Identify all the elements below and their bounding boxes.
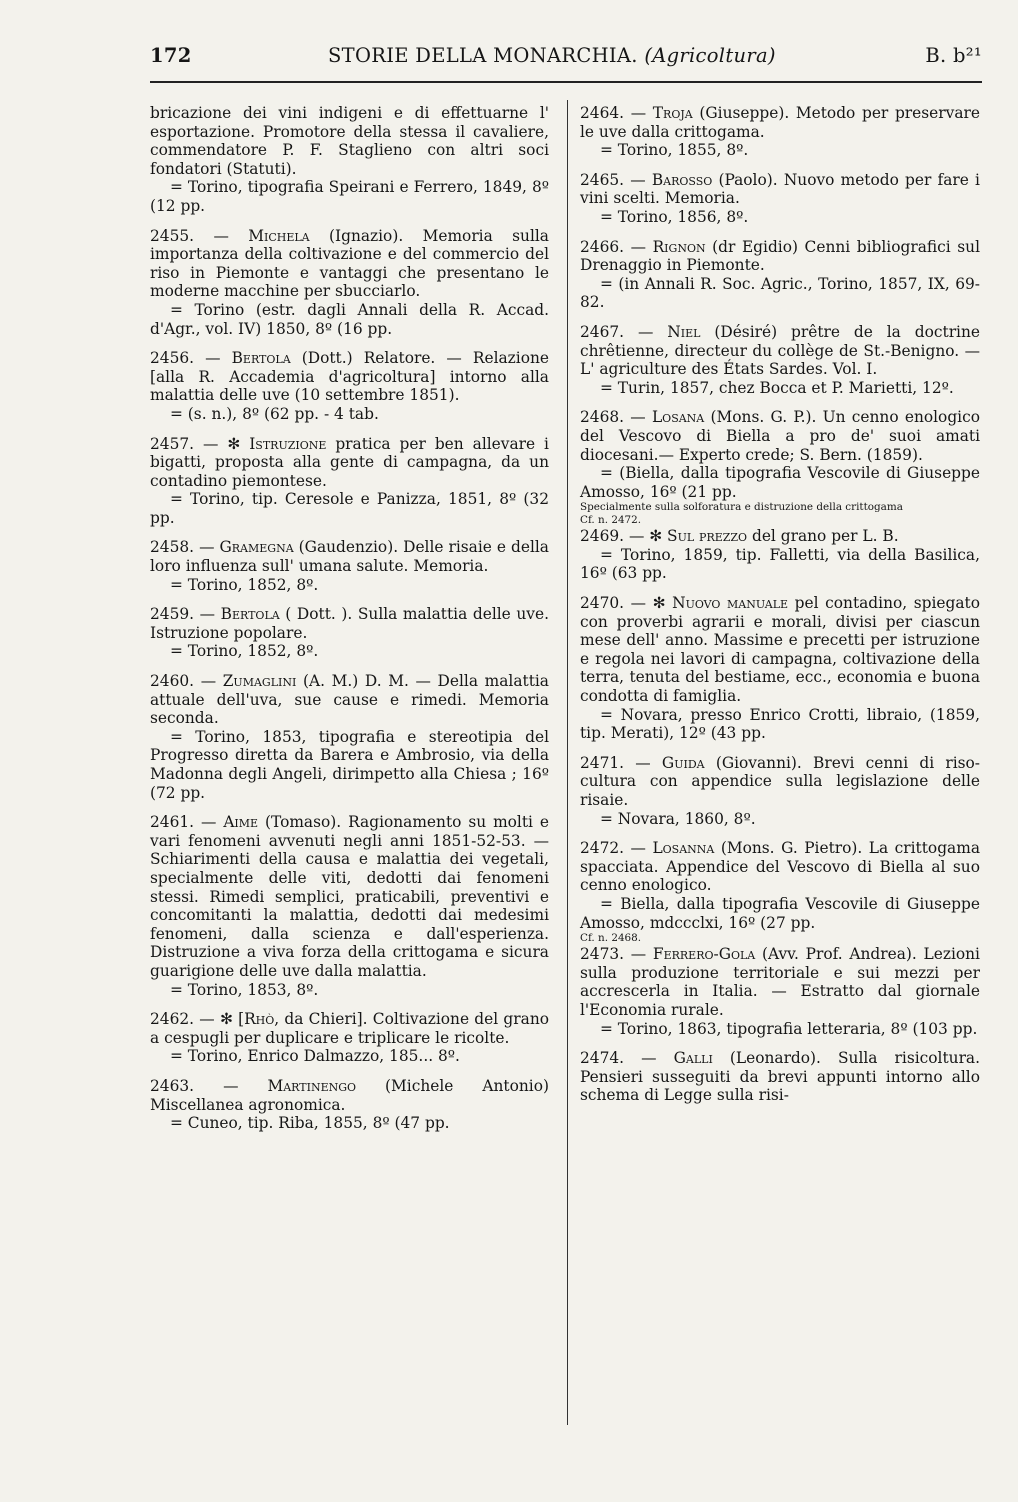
entry-description: , da Chieri]. Coltivazione del grano a cespugli per duplicare e triplicare le ricolte. xyxy=(150,1010,549,1047)
entry-number: 2459. xyxy=(150,605,195,624)
entry-author: ✻ [Rhò xyxy=(219,1010,275,1029)
entry-author: Troja xyxy=(652,104,693,122)
entry-author: Losanna xyxy=(652,839,715,858)
entry-author: Ferrero-Gola xyxy=(652,945,756,964)
entry-description: ( Dott. ). Sulla malattia delle uve. Istruzione popolare. xyxy=(150,605,549,642)
entry-description: (dr Egidio) Cenni bibliografici sul Drenaggio in Piemonte. xyxy=(580,237,980,275)
entry-description: (Michele Antonio) Miscellanea agronomica. xyxy=(150,1076,549,1114)
bibliography-entry xyxy=(580,527,980,583)
entry-number: 2457. xyxy=(150,434,195,453)
entry-number: 2458. xyxy=(150,538,195,557)
entry-text: 2455. — Michela (Ignazio). Memoria sulla importanza della coltivazione e del commercio del riso in Piemonte e vantaggi che presentano le moderne macchine per sbucciarlo. xyxy=(150,226,549,301)
entry-cross-reference: Cf. n. 2468. xyxy=(580,932,642,945)
entry-description: (A. M.) D. M. — Della malattia attuale dell'uva, sue cause e rimedi. Memoria seconda. xyxy=(150,672,549,728)
bibliography-entry xyxy=(580,754,980,828)
entry-text xyxy=(150,104,549,178)
entry-note: Specialmente sulla solforatura e distruzione della crittogama xyxy=(580,501,903,514)
bibliography-entry xyxy=(580,238,980,312)
entry-number: 2464. xyxy=(580,104,625,122)
entry-author: ✻ Nuovo manuale xyxy=(652,594,789,613)
entry-imprint: = (s. n.), 8º (62 pp. - 4 tab. xyxy=(170,404,379,423)
bibliography-entry xyxy=(150,813,549,999)
entry-author: Galli xyxy=(673,1049,713,1068)
bibliography-entry xyxy=(150,605,549,661)
entry-number: 2472. xyxy=(580,839,625,858)
entry-number: 2465. xyxy=(580,170,625,189)
entry-description: (Giuseppe). Metodo per preservare le uve dalla crittogama. xyxy=(580,104,980,141)
entry-author: ✻ Sul prezzo xyxy=(649,527,748,546)
bibliography-entry xyxy=(150,1010,549,1066)
running-header xyxy=(150,44,982,74)
bibliography-entry xyxy=(150,1077,549,1133)
left-column xyxy=(150,104,549,1144)
entry-author: Gramegna xyxy=(219,538,294,557)
bibliography-entry xyxy=(580,408,980,527)
page-number: 172 xyxy=(150,44,192,67)
bibliography-entry xyxy=(580,171,980,227)
entry-author: Niel xyxy=(667,322,701,341)
entry-text: 2472. — Losanna (Mons. G. Pietro). La crittogama spacciata. Appendice del Vescovo di Biella al suo cenno enologico. xyxy=(580,839,980,895)
bibliography-entry xyxy=(580,1049,980,1105)
entry-text: 2463. — Martinengo (Michele Antonio) Miscellanea agronomica. xyxy=(150,1076,549,1114)
entry-description: (Giovanni). Brevi cenni di riso-cultura con appendice sulla legislazione delle risaie. xyxy=(580,753,980,809)
entry-number: 2466. xyxy=(580,237,625,256)
bibliography-entry xyxy=(580,323,980,397)
entry-imprint: = Novara, 1860, 8º. xyxy=(600,809,756,828)
entry-text: 2460. — Zumaglini (A. M.) D. M. — Della malattia attuale dell'uva, sue cause e rimedi. Memoria seconda. xyxy=(150,672,549,728)
entry-description: (Gaudenzio). Delle risaie e della loro influenza sull' umana salute. Memoria. xyxy=(150,538,549,576)
entry-text: 2464. — Troja (Giuseppe). Metodo per preservare le uve dalla crittogama. xyxy=(580,104,980,141)
entry-text: 2457. — ✻ Istruzione pratica per ben allevare i bigatti, proposta alla gente di campagna, da un contadino piemontese. xyxy=(150,434,549,490)
entry-imprint: = (in Annali R. Soc. Agric., Torino, 1857, IX, 69-82. xyxy=(580,274,980,312)
entry-imprint: = Torino (estr. dagli Annali della R. Accad. d'Agr., vol. IV) 1850, 8º (16 pp. xyxy=(150,300,549,338)
entry-number: 2455. xyxy=(150,226,195,245)
entry-author: Losana xyxy=(651,408,705,427)
entry-author: Barosso xyxy=(651,170,713,189)
entry-text: 2461. — Aime (Tomaso). Ragionamento su molti e vari fenomeni avvenuti negli anni 1851-52-53. — Schiarimenti della causa e malattia dei vegetali, specialmente delle viti, dedotti dai fenomeni stessi. Rimedi semplici, praticabili, preventivi e concomitanti la malattia, dedotti dai medesimi fenomeni, dalla scienza e dall'esperienza. Distruzione a viva forza della crittogama e sicura guarigione delle uve dalla malattia. xyxy=(150,813,549,980)
entry-description: (Tomaso). Ragionamento su molti e vari fenomeni avvenuti negli anni 1851-52-53. — Schiarimenti della causa e malattia dei vegetali, specialmente delle viti, dedotti dai fenomeni stessi. Rimedi semplici, praticabili, preventivi e concomitanti la malattia, dedotti dai medesimi fenomeni, dalla scienza e dall'esperienza. Distruzione a viva forza della crittogama e sicura guarigione delle uve dalla malattia. xyxy=(150,813,549,980)
entry-imprint: = Cuneo, tip. Riba, 1855, 8º (47 pp. xyxy=(170,1114,450,1133)
entry-description: (Ignazio). Memoria sulla importanza della coltivazione e del commercio del riso in Piemonte e vantaggi che presentano le moderne macchine per sbucciarlo. xyxy=(150,226,549,301)
bibliography-entry xyxy=(580,104,980,160)
entry-text: 2459. — Bertola ( Dott. ). Sulla malattia delle uve. Istruzione popolare. xyxy=(150,605,549,642)
entry-number: 2456. xyxy=(150,349,195,368)
entry-text: 2465. — Barosso (Paolo). Nuovo metodo per fare i vini scelti. Memoria. xyxy=(580,170,980,208)
bibliography-entry xyxy=(150,435,549,528)
entry-imprint: = Torino, tip. Ceresole e Panizza, 1851, 8º (32 pp. xyxy=(150,490,549,527)
entry-author: Rignon xyxy=(652,237,706,256)
entry-imprint: = Torino, 1859, tip. Falletti, via della Basilica, 16º (63 pp. xyxy=(580,545,980,583)
entry-text: 2471. — Guida (Giovanni). Brevi cenni di riso-cultura con appendice sulla legislazione delle risaie. xyxy=(580,753,980,809)
entry-description: del grano per L. B. xyxy=(747,527,899,546)
bibliography-entry xyxy=(580,594,980,743)
header-rule xyxy=(150,81,982,83)
entry-imprint: = Torino, 1856, 8º. xyxy=(600,207,749,226)
entry-text: 2470. — ✻ Nuovo manuale pel contadino, spiegato con proverbi agrarii e morali, divisi per ciascun mese dell' anno. Massime e precetti per istruzione e regola nei lavori di campagna, coltivazione della terra, tenuta del bestiame, ecc., economia e buona condotta di famiglia. xyxy=(580,594,980,706)
entry-description: (Mons. G. Pietro). La crittogama spacciata. Appendice del Vescovo di Biella al suo cenno enologico. xyxy=(580,839,980,895)
entry-imprint: = Torino, 1863, tipografia letteraria, 8º (103 pp. xyxy=(600,1019,978,1038)
entry-author: Guida xyxy=(661,753,705,772)
entry-text: 2473. — Ferrero-Gola (Avv. Prof. Andrea). Lezioni sulla produzione territoriale e sui mezzi per accrescerla in Italia. — Estratto dal giornale l'Economia rurale. xyxy=(580,945,980,1019)
entry-number: 2474. xyxy=(580,1049,625,1068)
entry-imprint: = Torino, 1853, tipografia e stereotipia del Progresso diretta da Barera e Ambrosio, via della Madonna degli Angeli, dirimpetto alla Chiesa ; 16º (72 pp. xyxy=(150,727,549,802)
entry-description: bricazione dei vini indigeni e di effettuarne l' esportazione. Promotore della stessa il cavaliere, commendatore P. F. Staglieno con altri soci fondatori (Statuti). xyxy=(150,104,549,178)
entry-description: (Désiré) prêtre de la doctrine chrêtienne, directeur du collège de St.-Benigno. — L' agriculture des États Sardes. Vol. I. xyxy=(580,322,980,379)
entry-description: (Dott.) Relatore. — Relazione [alla R. Accademia d'agricoltura] intorno alla malattia delle uve (10 settembre 1851). xyxy=(150,349,549,405)
bibliography-entry xyxy=(150,349,549,423)
bibliography-entry xyxy=(150,538,549,594)
entry-number: 2469. xyxy=(580,527,625,546)
entry-author: Bertola xyxy=(220,605,280,624)
entry-text: 2467. — Niel (Désiré) prêtre de la doctrine chrêtienne, directeur du collège de St.-Benigno. — L' agriculture des États Sardes. Vol. I. xyxy=(580,322,980,379)
entry-imprint: = Torino, 1852, 8º. xyxy=(170,642,319,661)
right-column xyxy=(580,104,980,1116)
entry-imprint: = Torino, 1852, 8º. xyxy=(170,575,319,594)
entry-number: 2470. xyxy=(580,594,625,613)
entry-imprint: = (Biella, dalla tipografia Vescovile di Giuseppe Amosso, 16º (21 pp. xyxy=(580,464,980,501)
entry-imprint: = Torino, 1853, 8º. xyxy=(170,980,319,999)
running-title: STORIE DELLA MONARCHIA. (Agricoltura) xyxy=(328,44,776,67)
entry-author: Michela xyxy=(248,226,310,245)
entry-text: 2456. — Bertola (Dott.) Relatore. — Relazione [alla R. Accademia d'agricoltura] intorno alla malattia delle uve (10 settembre 1851). xyxy=(150,349,549,405)
entry-author: ✻ Istruzione xyxy=(227,434,327,453)
bibliography-entry xyxy=(150,227,549,339)
entry-text: 2474. — Galli (Leonardo). Sulla risicoltura. Pensieri susseguiti da brevi appunti intorno allo schema di Legge sulla risi- xyxy=(580,1049,980,1105)
entry-imprint: = Torino, tipografia Speirani e Ferrero, 1849, 8º (12 pp. xyxy=(150,178,549,215)
bibliography-entry xyxy=(580,839,980,945)
entry-text: 2466. — Rignon (dr Egidio) Cenni bibliografici sul Drenaggio in Piemonte. xyxy=(580,237,980,275)
signature-mark: B. b²¹ xyxy=(925,44,982,67)
entry-description: pel contadino, spiegato con proverbi agrarii e morali, divisi per ciascun mese dell' anno. Massime e precetti per istruzione e regola nei lavori di campagna, coltivazione della terra, tenuta del bestiame, ecc., economia e buona condotta di famiglia. xyxy=(580,594,980,706)
entry-text: 2462. — ✻ [Rhò, da Chieri]. Coltivazione del grano a cespugli per duplicare e triplicare le ricolte. xyxy=(150,1010,549,1047)
entry-description: pratica per ben allevare i bigatti, proposta alla gente di campagna, da un contadino piemontese. xyxy=(150,434,549,490)
entry-imprint: = Torino, 1855, 8º. xyxy=(600,141,749,160)
entry-number: 2462. xyxy=(150,1010,195,1029)
entry-number: 2460. xyxy=(150,672,195,691)
entry-text: 2469. — ✻ Sul prezzo del grano per L. B. xyxy=(580,527,899,546)
entry-number: 2467. xyxy=(580,322,625,341)
entry-imprint: = Novara, presso Enrico Crotti, libraio, (1859, tip. Merati), 12º (43 pp. xyxy=(580,705,980,743)
entry-author: Bertola xyxy=(231,349,291,368)
entry-text: 2468. — Losana (Mons. G. P.). Un cenno enologico del Vescovo di Biella a pro de' suoi amati diocesani.— Experto crede; S. Bern. (1859). xyxy=(580,408,980,464)
entry-author: Martinengo xyxy=(267,1076,357,1095)
bibliography-entry xyxy=(150,104,549,216)
column-divider xyxy=(567,100,568,1425)
entry-number: 2461. xyxy=(150,813,195,832)
entry-description: (Mons. G. P.). Un cenno enologico del Vescovo di Biella a pro de' suoi amati diocesani.— Experto crede; S. Bern. (1859). xyxy=(580,408,980,464)
entry-imprint: = Biella, dalla tipografia Vescovile di Giuseppe Amosso, mdccclxi, 16º (27 pp. xyxy=(580,894,980,932)
entry-number: 2473. xyxy=(580,945,625,964)
bibliography-entry xyxy=(150,672,549,802)
entry-number: 2468. xyxy=(580,408,625,427)
entry-description: (Leonardo). Sulla risicoltura. Pensieri susseguiti da brevi appunti intorno allo schema di Legge sulla risi- xyxy=(580,1049,980,1105)
entry-author: Zumaglini xyxy=(222,672,297,691)
entry-number: 2471. xyxy=(580,753,625,772)
entry-text: 2458. — Gramegna (Gaudenzio). Delle risaie e della loro influenza sull' umana salute. Memoria. xyxy=(150,538,549,576)
bibliography-entry xyxy=(580,945,980,1038)
entry-description: (Avv. Prof. Andrea). Lezioni sulla produzione territoriale e sui mezzi per accrescerla in Italia. — Estratto dal giornale l'Economia rurale. xyxy=(580,945,980,1019)
section-subtitle: (Agricoltura) xyxy=(644,44,776,67)
entry-description: (Paolo). Nuovo metodo per fare i vini scelti. Memoria. xyxy=(580,170,980,208)
entry-author: Aime xyxy=(223,813,259,832)
entry-cross-reference: Cf. n. 2472. xyxy=(580,514,642,527)
entry-imprint: = Turin, 1857, chez Bocca et P. Marietti, 12º. xyxy=(600,378,954,397)
entry-number: 2463. xyxy=(150,1076,195,1095)
entry-imprint: = Torino, Enrico Dalmazzo, 185... 8º. xyxy=(170,1047,460,1066)
